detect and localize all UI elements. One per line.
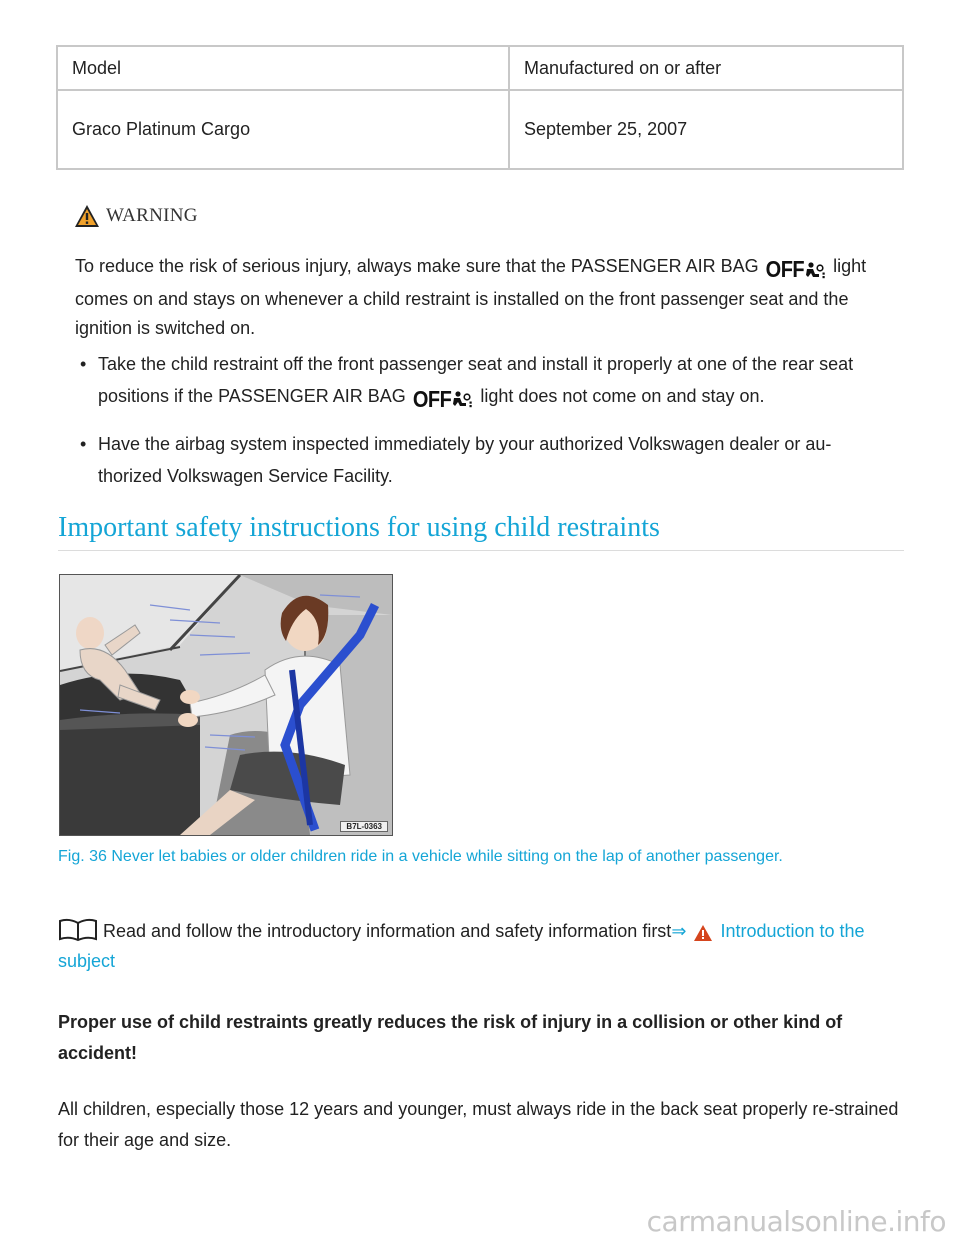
child-on-lap-illustration <box>60 575 392 835</box>
off-label: OFF <box>765 257 805 283</box>
warning-title: WARNING <box>106 205 198 226</box>
warning-heading <box>74 202 198 230</box>
warning-body <box>75 252 875 343</box>
bullet-text: light does not come on and stay on. <box>480 386 765 406</box>
introduction-link[interactable]: Introduction to the subject <box>58 921 865 971</box>
table-header-row <box>57 46 903 90</box>
warning-triangle-icon <box>693 924 713 942</box>
warning-bullet-list <box>78 348 878 504</box>
figure-illustration <box>59 574 393 836</box>
bullet-text: Take the child restraint off the front passenger seat and install it properly at one of the rear seat positions if the PASSENGER AIR BAG <box>98 354 854 406</box>
section-divider <box>58 550 904 551</box>
table-row <box>57 90 903 169</box>
body-paragraph: All children, especially those 12 years and younger, must always ride in the back seat properly re-strained for their age and size. <box>58 1099 899 1150</box>
list-item <box>78 348 878 416</box>
warning-text-part: light comes on and stays on whenever a child restraint is installed on the front passenger seat and the ignition is switched on. <box>75 256 867 338</box>
figure-code-label: B7L-0363 <box>340 821 388 832</box>
figure-caption: Fig. 36 Never let babies or older children ride in a vehicle while sitting on the lap of another passenger. <box>58 848 783 865</box>
passenger-airbag-off-icon <box>804 261 826 281</box>
watermark: carmanualsonline.info <box>646 1205 946 1238</box>
table-cell: Graco Platinum Cargo <box>57 90 509 169</box>
table-header-cell: Model <box>57 46 509 90</box>
model-date-table <box>56 45 904 170</box>
warning-triangle-icon <box>74 204 100 228</box>
table-cell: September 25, 2007 <box>509 90 903 169</box>
off-label: OFF <box>412 387 452 413</box>
section-heading: Important safety instructions for using child restraints <box>58 512 660 543</box>
intro-reference <box>58 916 908 976</box>
warning-text-part: To reduce the risk of serious injury, always make sure that the PASSENGER AIR BAG <box>75 256 759 276</box>
passenger-airbag-off-icon <box>451 390 473 410</box>
intro-text: Read and follow the introductory information and safety information first <box>103 921 672 941</box>
list-item <box>78 428 878 492</box>
bullet-text: Have the airbag system inspected immediately by your authorized Volkswagen dealer or au-thorized Volkswagen Service Facility. <box>98 434 832 486</box>
bold-paragraph: Proper use of child restraints greatly reduces the risk of injury in a collision or other kind of accident! <box>58 1012 843 1063</box>
arrow-glyph: ⇒ <box>671 921 687 941</box>
passenger-airbag-off-indicator <box>766 256 827 285</box>
passenger-airbag-off-indicator <box>413 384 474 416</box>
open-book-icon <box>58 918 98 942</box>
table-header-cell: Manufactured on or after <box>509 46 903 90</box>
